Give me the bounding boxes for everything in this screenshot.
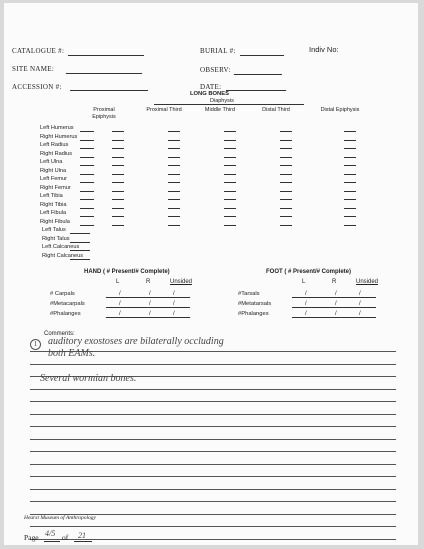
count-field[interactable] (292, 307, 322, 308)
bone-entry-field[interactable] (112, 157, 124, 158)
accession-label: ACCESSION #: (12, 83, 62, 91)
page-number: 4/5 (45, 529, 56, 538)
page-total: 21 (78, 531, 86, 540)
bone-row-label: Right Femur (40, 184, 71, 191)
column-header: Unsided (356, 279, 379, 285)
comment-rule (30, 401, 396, 402)
column-header: L (116, 279, 120, 285)
row-leader (80, 225, 94, 226)
bone-entry-field[interactable] (224, 216, 236, 217)
row-label: #Metacarpals (50, 301, 85, 307)
slash-separator: / (119, 311, 121, 317)
bone-row-label: Left Talus (42, 227, 66, 233)
bone-entry-field[interactable] (344, 216, 356, 217)
bone-entry-field[interactable] (168, 199, 180, 200)
bone-entry-field[interactable] (344, 131, 356, 132)
bone-row-label: Right Radius (40, 150, 73, 157)
count-field[interactable] (292, 317, 322, 318)
comment-rule (30, 501, 396, 502)
row-leader (70, 259, 90, 260)
bone-entry-field[interactable] (168, 182, 180, 183)
accession-field[interactable] (70, 90, 148, 91)
bone-entry-field[interactable] (344, 165, 356, 166)
row-label: #Metatarsals (238, 301, 272, 307)
bone-entry-field[interactable] (168, 157, 180, 158)
count-field[interactable] (160, 307, 190, 308)
count-field[interactable] (106, 317, 136, 318)
bone-entry-field[interactable] (344, 225, 356, 226)
slash-separator: / (359, 301, 361, 307)
form-page (4, 3, 418, 545)
slash-separator: / (173, 291, 175, 297)
bone-entry-field[interactable] (112, 140, 124, 141)
slash-separator: / (335, 311, 337, 317)
bone-row-label: Left Tibia (40, 193, 63, 199)
bone-entry-field[interactable] (280, 208, 292, 209)
bone-entry-field[interactable] (168, 208, 180, 209)
bone-entry-field[interactable] (112, 199, 124, 200)
slash-separator: / (335, 301, 337, 307)
diaphysis-rule (154, 104, 304, 105)
slash-separator: / (149, 291, 151, 297)
slash-separator: / (119, 301, 121, 307)
row-leader (70, 250, 90, 251)
observ-field[interactable] (234, 74, 282, 75)
bone-entry-field[interactable] (224, 225, 236, 226)
row-leader (80, 191, 94, 192)
bone-entry-field[interactable] (280, 191, 292, 192)
bone-entry-field[interactable] (224, 191, 236, 192)
slash-separator: / (173, 301, 175, 307)
bone-entry-field[interactable] (168, 140, 180, 141)
row-leader (80, 148, 94, 149)
bone-entry-field[interactable] (224, 174, 236, 175)
bone-entry-field[interactable] (168, 225, 180, 226)
slash-separator: / (149, 311, 151, 317)
slash-separator: / (305, 301, 307, 307)
row-label: #Phalanges (238, 311, 269, 317)
row-label: #Tarsals (238, 291, 260, 297)
row-label: # Carpals (50, 291, 75, 297)
date-label: DATE: (200, 83, 222, 91)
row-leader (80, 182, 94, 183)
foot-title: FOOT ( # Present/# Complete) (266, 269, 352, 275)
bone-entry-field[interactable] (280, 157, 292, 158)
bone-row-label: Left Ulna (40, 159, 63, 165)
count-field[interactable] (346, 297, 376, 298)
slash-separator: / (173, 311, 175, 317)
bone-entry-field[interactable] (280, 140, 292, 141)
slash-separator: / (119, 291, 121, 297)
bone-entry-field[interactable] (224, 157, 236, 158)
bone-entry-field[interactable] (344, 140, 356, 141)
bone-row-label: Right Fibula (40, 218, 70, 225)
column-header: Proximal Epiphysis (92, 107, 116, 120)
bone-entry-field[interactable] (112, 131, 124, 132)
slash-separator: / (305, 311, 307, 317)
row-leader (70, 233, 90, 234)
bone-row-label: Left Femur (40, 176, 68, 182)
site-name-label: SITE NAME: (12, 65, 55, 73)
bone-entry-field[interactable] (280, 131, 292, 132)
column-header: R (332, 279, 337, 285)
page-number-field[interactable] (44, 541, 60, 542)
row-leader (80, 131, 94, 132)
count-field[interactable] (292, 297, 322, 298)
slash-separator: / (149, 301, 151, 307)
site-name-field[interactable] (66, 73, 142, 74)
bone-entry-field[interactable] (280, 216, 292, 217)
bone-row-label: Right Talus (42, 235, 70, 242)
bone-entry-field[interactable] (112, 216, 124, 217)
slash-separator: / (335, 291, 337, 297)
count-field[interactable] (160, 317, 190, 318)
slash-separator: / (359, 311, 361, 317)
comment-rule (30, 526, 396, 527)
comment-rule (30, 464, 396, 465)
bone-entry-field[interactable] (168, 191, 180, 192)
row-leader (70, 242, 90, 243)
comment-rule (30, 451, 396, 452)
column-header: Distal Third (262, 107, 290, 113)
bone-row-label: Left Humerus (40, 125, 74, 131)
bone-row-label: Right Tibia (40, 201, 67, 208)
count-field[interactable] (160, 297, 190, 298)
bone-entry-field[interactable] (112, 182, 124, 183)
count-field[interactable] (346, 307, 376, 308)
bone-entry-field[interactable] (168, 174, 180, 175)
row-leader (80, 165, 94, 166)
bone-entry-field[interactable] (224, 140, 236, 141)
bone-entry-field[interactable] (344, 208, 356, 209)
column-header: Proximal Third (146, 107, 182, 113)
comment-line-1: auditory exostoses are bilaterally occluding (48, 336, 224, 347)
bone-entry-field[interactable] (344, 182, 356, 183)
burial-field[interactable] (240, 55, 284, 56)
bone-entry-field[interactable] (224, 199, 236, 200)
row-leader (80, 208, 94, 209)
bone-entry-field[interactable] (112, 148, 124, 149)
bone-row-label: Right Ulna (40, 167, 67, 174)
row-label: #Phalanges (50, 311, 81, 317)
bone-entry-field[interactable] (112, 225, 124, 226)
comment-bullet: 1 (30, 339, 41, 350)
row-leader (80, 216, 94, 217)
comments-label: Comments: (44, 331, 75, 337)
comment-line-2: both EAMs. (48, 348, 96, 359)
column-header: Unsided (170, 279, 193, 285)
slash-separator: / (359, 291, 361, 297)
bone-row-label: Left Radius (40, 142, 69, 148)
of-label: of (62, 533, 69, 542)
comment-rule (30, 489, 396, 490)
bone-entry-field[interactable] (224, 165, 236, 166)
comment-rule (30, 476, 396, 477)
bone-entry-field[interactable] (280, 225, 292, 226)
bone-entry-field[interactable] (168, 131, 180, 132)
bone-entry-field[interactable] (112, 191, 124, 192)
bone-entry-field[interactable] (112, 208, 124, 209)
bone-entry-field[interactable] (168, 148, 180, 149)
row-leader (80, 140, 94, 141)
date-field[interactable] (226, 90, 286, 91)
row-leader (80, 157, 94, 158)
bone-entry-field[interactable] (344, 191, 356, 192)
column-header: Middle Third (204, 107, 236, 113)
column-header: R (146, 279, 151, 285)
bone-row-label: Right Calcaneus (42, 252, 84, 259)
bone-entry-field[interactable] (344, 148, 356, 149)
bone-entry-field[interactable] (280, 174, 292, 175)
comment-rule (30, 414, 396, 415)
count-field[interactable] (106, 297, 136, 298)
comment-rule (30, 389, 396, 390)
bone-entry-field[interactable] (224, 148, 236, 149)
diaphysis-label: Diaphysis (210, 98, 234, 104)
bone-row-label: Left Fibula (40, 210, 67, 216)
bone-entry-field[interactable] (344, 157, 356, 158)
bone-entry-field[interactable] (344, 199, 356, 200)
comment-rule (30, 426, 396, 427)
hand-title: HAND ( # Present/# Complete) (84, 269, 170, 275)
bone-entry-field[interactable] (280, 182, 292, 183)
long-bones-title: LONG BONES (190, 91, 229, 97)
catalogue-field[interactable] (68, 55, 144, 56)
burial-label: BURIAL #: (200, 47, 236, 55)
bone-entry-field[interactable] (168, 165, 180, 166)
bone-entry-field[interactable] (280, 199, 292, 200)
indiv-label: Indiv No: (309, 45, 339, 54)
bone-entry-field[interactable] (168, 216, 180, 217)
comment-rule (30, 364, 396, 365)
count-field[interactable] (346, 317, 376, 318)
observ-label: OBSERV: (200, 66, 231, 74)
bone-entry-field[interactable] (224, 182, 236, 183)
bone-row-label: Left Calcaneus (42, 244, 80, 250)
page-label: Page (24, 533, 39, 542)
bone-entry-field[interactable] (344, 174, 356, 175)
column-header: Distal Epiphysis (320, 107, 360, 113)
bone-entry-field[interactable] (280, 148, 292, 149)
bone-entry-field[interactable] (112, 165, 124, 166)
comment-rule (30, 439, 396, 440)
museum-name: Hearst Museum of Anthropology (24, 515, 96, 521)
page-total-field[interactable] (74, 541, 92, 542)
bone-entry-field[interactable] (224, 208, 236, 209)
bone-row-label: Right Humerus (40, 133, 78, 140)
column-header: L (302, 279, 306, 285)
catalogue-label: CATALOGUE #: (12, 47, 65, 55)
count-field[interactable] (106, 307, 136, 308)
slash-separator: / (305, 291, 307, 297)
bone-entry-field[interactable] (112, 174, 124, 175)
bone-entry-field[interactable] (280, 165, 292, 166)
row-leader (80, 174, 94, 175)
row-leader (80, 199, 94, 200)
comment-line-3: Several wormian bones. (40, 373, 137, 384)
bone-entry-field[interactable] (224, 131, 236, 132)
